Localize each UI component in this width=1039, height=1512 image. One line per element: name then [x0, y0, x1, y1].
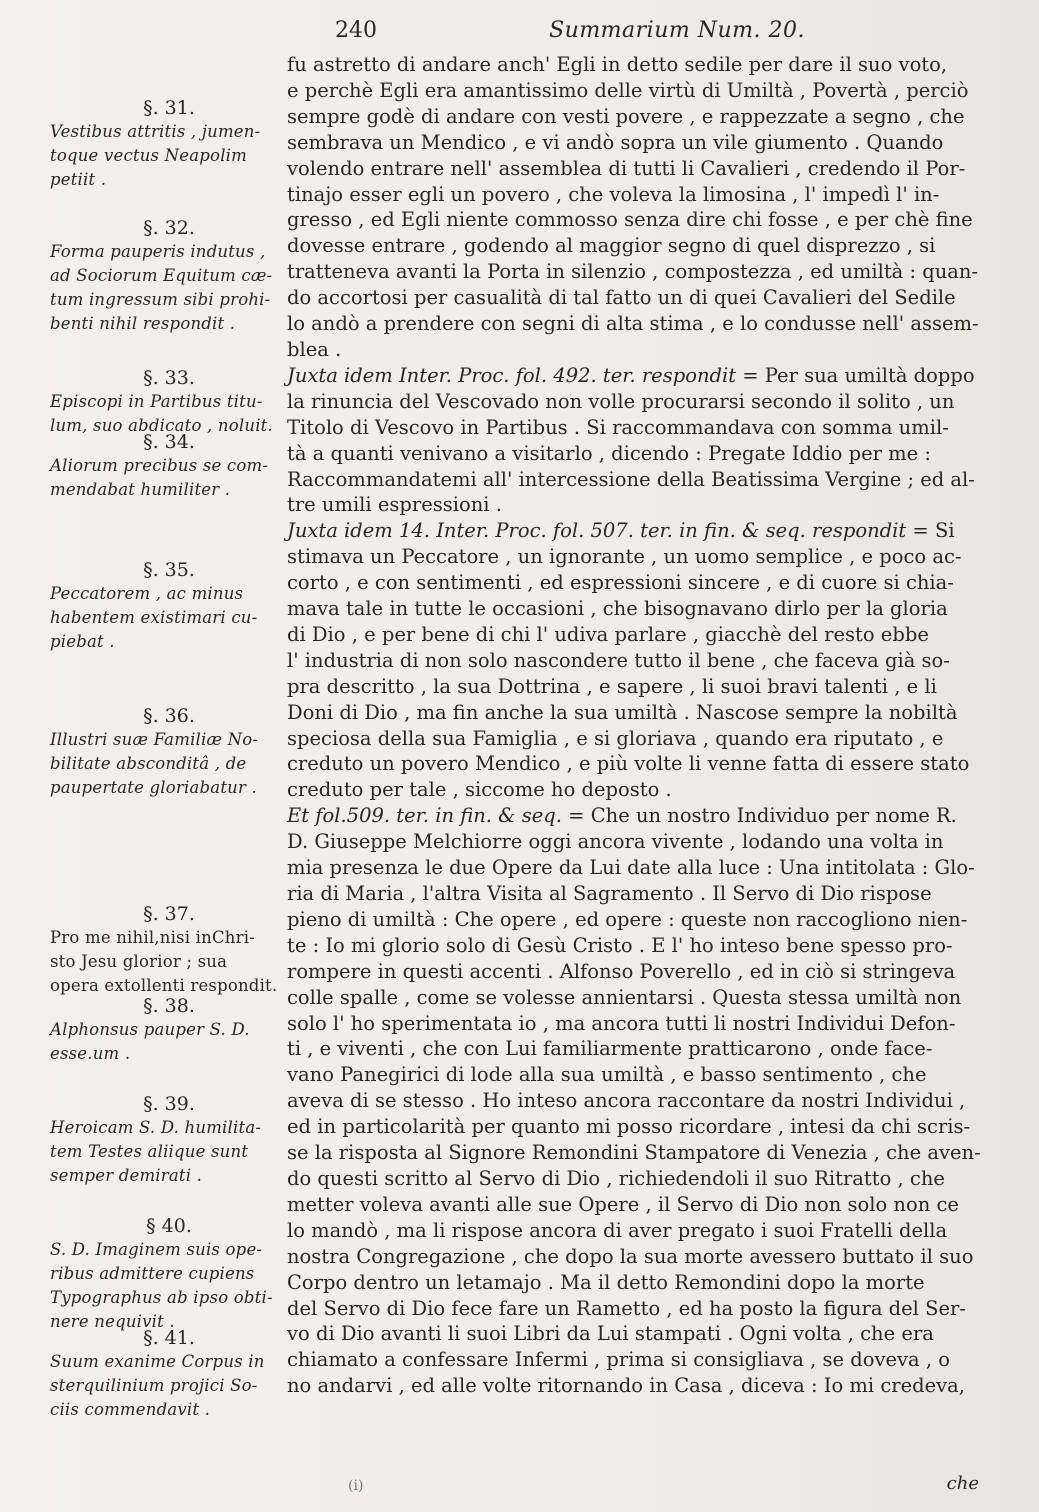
note-text: Episcopi in Partibus titu- lum, suo abdicato , noluit. [50, 392, 273, 435]
paragraph [287, 363, 1007, 518]
margin-note [50, 366, 288, 438]
note-text: Suum exanime Corpus in sterquilinium projici So- ciis commendavit . [50, 1352, 265, 1419]
section-number: §. 32. [143, 217, 195, 239]
page-header [335, 18, 805, 43]
section-number: §. 33. [143, 367, 195, 389]
section-number: §. 35. [143, 559, 195, 581]
note-text: Pro me nihil,nisi inChri- sto Jesu glorior ; sua opera extollenti respondit. [50, 928, 278, 995]
section-number: §. 41. [143, 1327, 195, 1349]
citation-lead: Et fol.509. ter. in fin. & seq. [287, 804, 562, 828]
main-text [287, 52, 1007, 1399]
note-text: Vestibus attritis , jumen- toque vectus Neapolim petiit . [50, 122, 261, 189]
margin-note [50, 216, 288, 336]
margin-note [50, 902, 288, 998]
note-text: Peccatorem , ac minus habentem existimari cu- piebat . [50, 584, 258, 651]
margin-note [50, 430, 288, 502]
note-text: Alphonsus pauper S. D. esse.um . [50, 1020, 250, 1063]
margin-note [50, 704, 288, 800]
citation-lead: Juxta idem 14. Inter. Proc. fol. 507. ter. in fin. & seq. respondit [287, 519, 907, 543]
paragraph [287, 518, 1007, 803]
note-text: S. D. Imaginem suis ope- ribus admittere cupiens Typographus ab ipso obti- nere nequivit . [50, 1240, 273, 1331]
section-number: § 40. [146, 1215, 192, 1237]
section-number: §. 34. [143, 431, 195, 453]
citation-lead: Juxta idem Inter. Proc. fol. 492. ter. respondit [287, 363, 737, 387]
note-text: Forma pauperis indutus , ad Sociorum Equitum cæ- tum ingressum sibi prohi- benti nihil respondit . [50, 242, 273, 333]
paragraph-text: fu astretto di andare anch' Egli in detto sedile per dare il suo voto, e perchè Egli era amantissimo delle virtù di Umiltà , Povertà , perciò sempre godè di andare con vesti povere , e rappezzate a segno , che sembrava un Mendico , e vi andò sopra un vile giumento . Quando volendo entrare nell' assemblea di tutti li Cavalieri , credendo il Por- tinajo esser egli un povero , che voleva la limosina , l' impedì l' in- gresso , ed Egli niente commosso senza dire chi fosse , e per chè fine dovesse entrare , godendo al maggior segno di quel disprezzo , si tratteneva avanti la Porta in silenzio , compostezza , ed umiltà : quan- do accortosi per casualità di tal fatto un di quei Cavalieri del Sedile lo andò a prendere con segni di alta stima , e lo condusse nell' assem- blea . [287, 53, 979, 361]
paragraph [287, 52, 1007, 363]
note-text: Aliorum precibus se com- mendabat humiliter . [50, 456, 269, 499]
running-title: Summarium Num. 20. [549, 18, 805, 43]
note-text: Illustri suæ Familiæ No- bilitate absconditâ , de paupertate gloriabatur . [50, 730, 259, 797]
margin-note [50, 1092, 288, 1188]
margin-note [50, 1214, 288, 1334]
margin-note [50, 994, 288, 1066]
margin-note [50, 558, 288, 654]
paragraph [287, 803, 1007, 1399]
paragraph-text: = Che un nostro Individuo per nome R. D. Giuseppe Melchiorre oggi ancora vivente , lodando una volta in mia presenza le due Opere da Lui date alla luce : Una intitolata : Glo- ria di Maria , l'altra Visita al Sagramento . Il Servo di Dio rispose pieno di umiltà : Che opere , ed opere : queste non raccogliono nien- te : Io mi glorio solo di Gesù Cristo . E l' ho inteso bene spesso pro- rompere in questi accenti . Alfonso Poverello , ed in ciò si stringeva colle spalle , come se volesse annientarsi . Questa stessa umiltà non solo l' ho sperimentata io , ma ancora tutti li nostri Individui Defon- ti , e viventi , che con Lui familiarmente pratticarono , onde face- vano Panegirici di lode alla sua umiltà , e basso sentimento , che aveva di se stesso . Ho inteso ancora raccontare da nostri Individui , ed in particolarità per quanto mi posso ricordare , intesi da chi scris- se la risposta al Signore Remondini Stampatore di Venezia , che aven- do questi scritto al Servo di Dio , richiedendoli il suo Ritratto , che metter voleva avanti alle sue Opere , il Servo di Dio non solo non ce lo mandò , ma li rispose ancora di aver pregato i suoi Fratelli della nostra Congregazione , che dopo la sua morte avessero buttato il suo Corpo dentro un letamajo . Ma il detto Remondini dopo la morte del Servo di Dio fece fare un Rametto , ed ha posto la figura del Ser- vo di Dio avanti li suoi Libri da Lui stampati . Ogni volta , che era chiamato a confessare Infermi , prima si consigliava , se doveva , o no andarvi , ed alle volte ritornando in Casa , diceva : Io mi credeva, [287, 804, 981, 1398]
section-number: §. 36. [143, 705, 195, 727]
signature-mark: (i) [348, 1478, 364, 1494]
section-number: §. 37. [143, 903, 195, 925]
section-number: §. 39. [143, 1093, 195, 1115]
section-number: §. 38. [143, 995, 195, 1017]
page-number: 240 [335, 18, 377, 43]
margin-note [50, 1326, 288, 1422]
section-number: §. 31. [143, 97, 195, 119]
margin-note [50, 96, 288, 192]
paragraph-text: = Si stimava un Peccatore , un ignorante , un uomo semplice , e poco ac- corto , e con sentimenti , ed espressioni sincere , e di cuore si chia- mava tale in tutte le occasioni , che bisognavano dirlo per la gloria di Dio , e per bene di chi l' udiva parlare , giacchè del resto ebbe l' industria di non solo nascondere tutto il bene , che faceva già so- pra descritto , la sua Dottrina , e sapere , li suoi bravi talenti , e li Doni di Dio , ma fin anche la sua umiltà . Nascose sempre la nobiltà speciosa della sua Famiglia , e si gloriava , quando era riputato , e creduto un povero Mendico , e più volte li venne fatta di essere stato creduto per tale , siccome ho deposto . [287, 519, 970, 802]
note-text: Heroicam S. D. humilita- tem Testes aliique sunt semper demirati . [50, 1118, 262, 1185]
paragraph-text: = Per sua umiltà doppo la rinuncia del Vescovado non volle procurarsi secondo il solito , un Titolo di Vescovo in Partibus . Si raccommandava con somma umil- tà a quanti venivano a visitarlo , dicendo : Pregate Iddio per me : Raccommandatemi all' intercessione della Beatissima Vergine ; ed al- tre umili espressioni . [287, 363, 975, 517]
catchword: che [946, 1473, 979, 1494]
